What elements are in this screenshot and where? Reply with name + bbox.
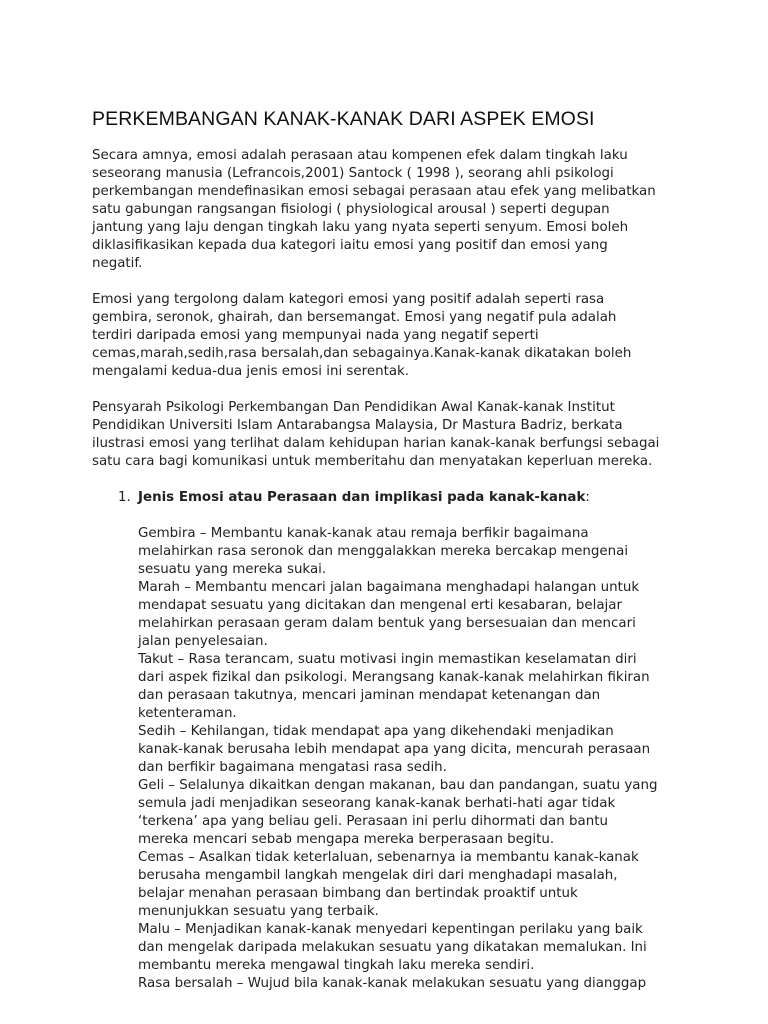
paragraph-line: seseorang manusia (Lefrancois,2001) Santock ( 1998 ), seorang ahli psikologi [92,166,614,181]
paragraph-2 [92,291,692,381]
emotion-line: Gembira – Membantu kanak-kanak atau remaja berfikir bagaimana [138,526,589,541]
emotion-line: Cemas – Asalkan tidak keterlaluan, sebenarnya ia membantu kanak-kanak [138,850,639,865]
list-number: 1. [118,490,131,505]
emotion-line: berusaha mengambil langkah mengelak diri dari menghadapi masalah, [138,868,618,883]
emotion-line: melahirkan rasa seronok dan menggalakkan mereka bercakap mengenai [138,544,629,559]
emotion-line: dan mengelak daripada melakukan sesuatu yang dikatakan memalukan. Ini [138,940,647,955]
emotion-line: Malu – Menjadikan kanak-kanak menyedari kepentingan perilaku yang baik [138,922,643,937]
list-heading-suffix: : [585,490,590,505]
emotion-line: dan berfikir bagaimana mengatasi rasa sedih. [138,760,447,775]
paragraph-line: jantung yang laju dengan tingkah laku yang nyata seperti senyum. Emosi boleh [92,220,629,235]
paragraph-line: diklasifikasikan kepada dua kategori iaitu emosi yang positif dan emosi yang [92,238,608,253]
emotion-line: semula jadi menjadikan seseorang kanak-kanak berhati-hati agar tidak [138,796,616,811]
document-title: PERKEMBANGAN KANAK-KANAK DARI ASPEK EMOSI [92,108,595,130]
paragraph-line: negatif. [92,256,143,271]
list-heading-bold: Jenis Emosi atau Perasaan dan implikasi pada kanak-kanak [138,490,586,505]
paragraph-line: mengalami kedua-dua jenis emosi ini serentak. [92,364,410,379]
emotion-line: Geli – Selalunya dikaitkan dengan makanan, bau dan pandangan, suatu yang [138,778,658,793]
emotion-line: ‘terkena’ apa yang beliau geli. Perasaan ini perlu dihormati dan bantu [138,814,608,829]
emotion-line: belajar menahan perasaan bimbang dan bertindak proaktif untuk [138,886,578,901]
paragraph-1 [92,147,692,273]
paragraph-line: Pendidikan Universiti Islam Antarabangsa Malaysia, Dr Mastura Badriz, berkata [92,418,623,433]
paragraph-line: terdiri daripada emosi yang mempunyai nada yang negatif seperti [92,328,539,343]
emotion-line: mendapat sesuatu yang dicitakan dan mengenal erti kesabaran, belajar [138,598,622,613]
document-page [92,108,692,993]
paragraph-line: ilustrasi emosi yang terlihat dalam kehidupan harian kanak-kanak berfungsi sebagai [92,436,660,451]
emotion-line: kanak-kanak berusaha lebih mendapat apa yang dicita, mencurah perasaan [138,742,651,757]
paragraph-3 [92,399,692,471]
paragraph-line: satu cara bagi komunikasi untuk memberitahu dan menyatakan keperluan mereka. [92,454,653,469]
emotion-line: Takut – Rasa terancam, suatu motivasi ingin memastikan keselamatan diri [138,652,637,667]
emotion-descriptions [138,525,692,993]
emotion-line: melahirkan perasaan geram dalam bentuk yang bersesuaian dan mencari [138,616,636,631]
list-heading [138,489,692,507]
paragraph-line: cemas,marah,sedih,rasa bersalah,dan sebagainya.Kanak-kanak dikatakan boleh [92,346,632,361]
emotion-line: menunjukkan sesuatu yang terbaik. [138,904,379,919]
emotion-line: mereka mencari sebab mengapa mereka berperasaan begitu. [138,832,555,847]
numbered-list [92,489,692,993]
emotion-line: jalan penyelesaian. [138,634,268,649]
list-item [92,489,692,993]
emotion-line: Rasa bersalah – Wujud bila kanak-kanak melakukan sesuatu yang dianggap [138,976,647,991]
paragraph-line: gembira, seronok, ghairah, dan bersemangat. Emosi yang negatif pula adalah [92,310,617,325]
emotion-line: dari aspek fizikal dan psikologi. Merangsang kanak-kanak melahirkan fikiran [138,670,650,685]
emotion-line: sesuatu yang mereka sukai. [138,562,327,577]
emotion-line: ketenteraman. [138,706,237,721]
paragraph-line: Pensyarah Psikologi Perkembangan Dan Pendidikan Awal Kanak-kanak Institut [92,400,615,415]
paragraph-line: Emosi yang tergolong dalam kategori emosi yang positif adalah seperti rasa [92,292,605,307]
paragraph-line: perkembangan mendefinasikan emosi sebagai perasaan atau efek yang melibatkan [92,184,656,199]
paragraph-line: satu gabungan rangsangan fisiologi ( physiological arousal ) seperti degupan [92,202,610,217]
emotion-line: Marah – Membantu mencari jalan bagaimana menghadapi halangan untuk [138,580,640,595]
emotion-line: membantu mereka mengawal tingkah laku mereka sendiri. [138,958,535,973]
paragraph-line: Secara amnya, emosi adalah perasaan atau kompenen efek dalam tingkah laku [92,148,628,163]
emotion-line: Sedih – Kehilangan, tidak mendapat apa yang dikehendaki menjadikan [138,724,614,739]
emotion-line: dan perasaan takutnya, mencari jaminan mendapat ketenangan dan [138,688,601,703]
